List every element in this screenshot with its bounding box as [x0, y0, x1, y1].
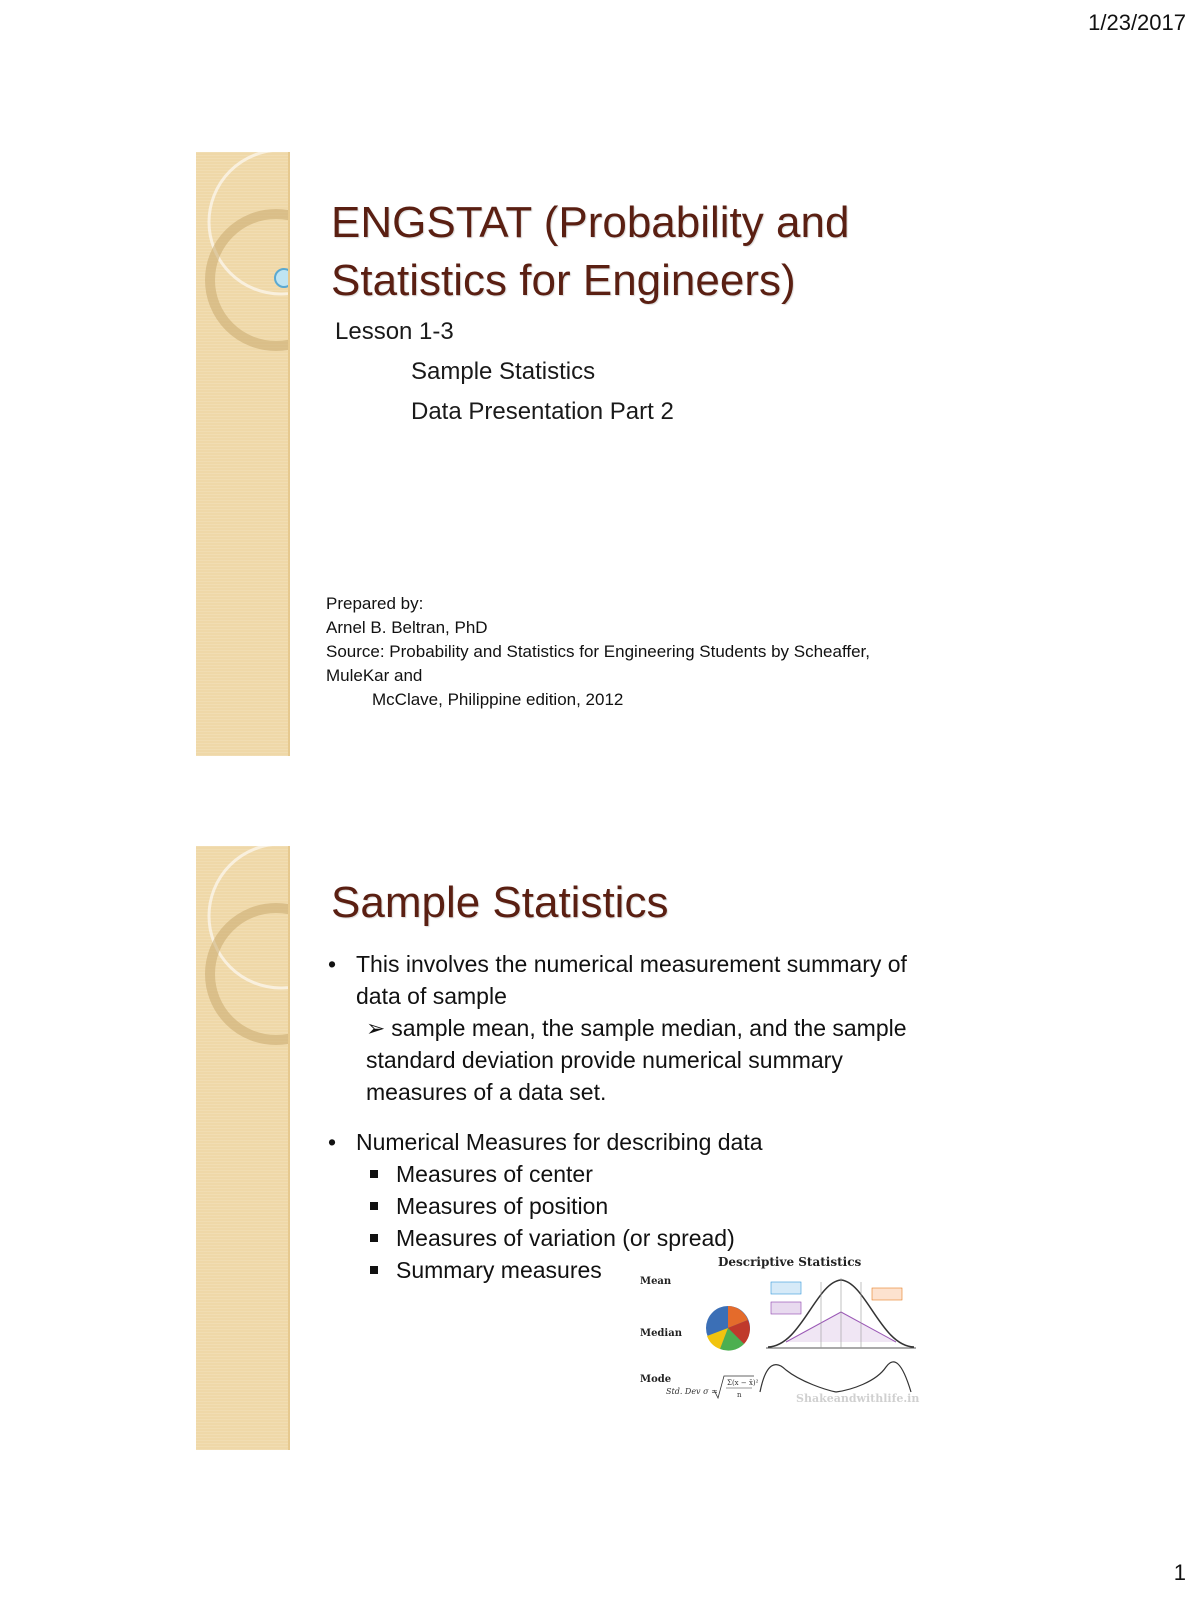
figure-watermark: Shakeandwithlife.in: [796, 1392, 920, 1405]
figure-label-median: Median: [640, 1328, 682, 1339]
list-item: Summary measures: [366, 1254, 926, 1286]
figure-label-mode: Mode: [640, 1374, 672, 1385]
prepared-by-label: Prepared by:: [326, 594, 424, 613]
decorative-circles-icon: [196, 152, 288, 756]
svg-text:Σ(x − x̄)²: Σ(x − x̄)²: [727, 1379, 759, 1387]
slide-body: [326, 948, 926, 1286]
subtitle: [335, 312, 674, 432]
bullet-1-sub: [326, 1012, 926, 1108]
bullet-1: [326, 948, 926, 1012]
topic-2: Data Presentation Part 2: [411, 398, 674, 425]
source-line-1: Source: Probability and Statistics for Engineering Students by Scheaffer, MuleKar and: [326, 642, 870, 685]
bell-curve-icon: [766, 1278, 916, 1348]
slide-title-text: Sample Statistics: [331, 878, 669, 927]
descriptive-statistics-figure: [636, 1252, 936, 1412]
source-line-2: McClave, Philippine edition, 2012: [372, 690, 624, 709]
list-item: Measures of variation (or spread): [366, 1222, 926, 1254]
page-date: 1/23/2017: [1088, 10, 1186, 35]
figure-label-mean: Mean: [640, 1276, 672, 1287]
credits: [326, 592, 936, 712]
formula-sqrt-icon: [714, 1376, 759, 1399]
figure-title: Descriptive Statistics: [718, 1255, 862, 1269]
topic-1: Sample Statistics: [411, 358, 596, 385]
lesson-label: Lesson 1-3: [335, 318, 454, 345]
title-line-1: ENGSTAT (Probability and: [331, 198, 850, 247]
bullet-1-text: This involves the numerical measurement summary of data of sample: [356, 951, 907, 1009]
mode-curves-icon: [760, 1362, 911, 1392]
bullet-1-sub-text: sample mean, the sample median, and the sample standard deviation provide numerical summary measures of a data set.: [366, 1015, 907, 1105]
bullet-2-text: Numerical Measures for describing data: [356, 1129, 763, 1155]
slide-sample-statistics: [196, 846, 936, 1450]
author: Arnel B. Beltran, PhD: [326, 618, 488, 637]
slide-title-text: [331, 194, 921, 310]
decorative-strip: [196, 846, 290, 1450]
pie-chart-icon: [706, 1306, 750, 1351]
std-dev-formula: Std. Dev σ =: [666, 1387, 718, 1396]
arrow-bullet-icon: ➢: [366, 1015, 386, 1041]
svg-text:n: n: [737, 1391, 742, 1399]
list-item: Measures of position: [366, 1190, 926, 1222]
decorative-strip: [196, 152, 290, 756]
decorative-circles-icon: [196, 846, 288, 1450]
title-line-2: Statistics for Engineers): [331, 256, 796, 305]
list-item: Measures of center: [366, 1158, 926, 1190]
bullet-2: [326, 1126, 926, 1158]
slide-title: [196, 152, 936, 756]
page-number: 1: [1173, 1560, 1186, 1585]
